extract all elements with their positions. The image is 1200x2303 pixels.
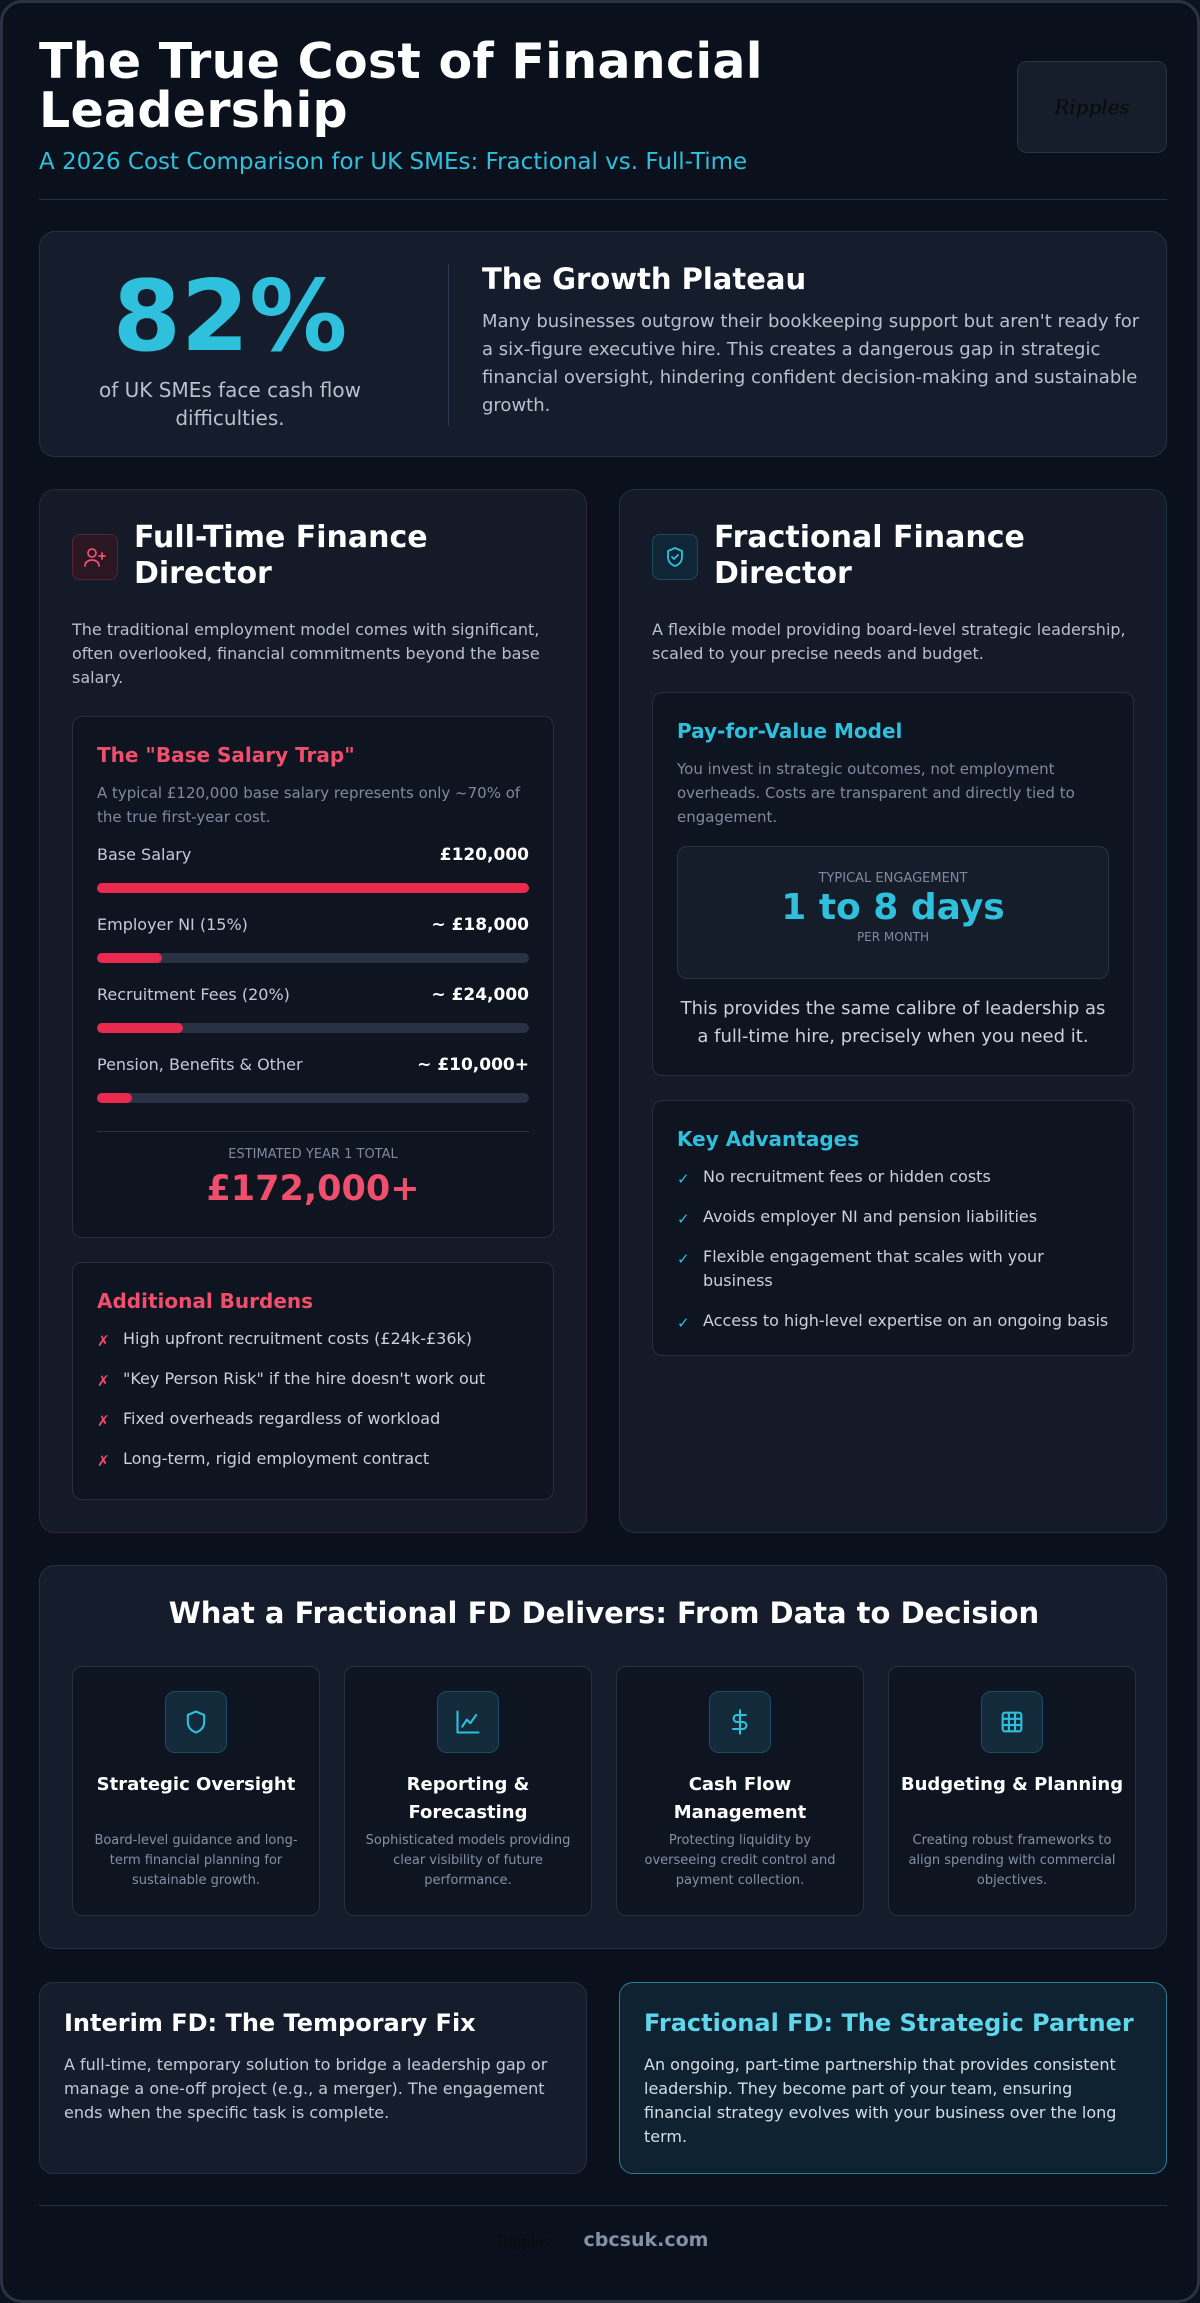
dollar-icon: [709, 1691, 771, 1753]
grid-icon: [981, 1691, 1043, 1753]
cost-bar: [97, 1093, 529, 1103]
cost-bar-fill: [97, 1023, 183, 1033]
stat-text: [482, 262, 1142, 420]
stat-caption: of UK SMEs face cash flow difficulties.: [99, 378, 361, 430]
salary-trap-heading: The "Base Salary Trap": [97, 743, 355, 767]
cost-bar: [97, 883, 529, 893]
total-label: ESTIMATED YEAR 1 TOTAL: [228, 1147, 398, 1162]
page-header: [39, 33, 1167, 197]
fulltime-card: [39, 489, 587, 1533]
logo: Ripples: [1054, 95, 1130, 119]
total-divider: [97, 1131, 529, 1132]
footer-logo: Ripples: [497, 2234, 551, 2250]
burdens-heading: Additional Burdens: [97, 1289, 314, 1313]
feature-card-strategic-oversight: [72, 1666, 320, 1916]
cost-bar: [97, 953, 529, 963]
value-model-panel: [652, 692, 1134, 1076]
cost-row-base-salary: [97, 845, 529, 864]
total-value: £172,000+: [206, 1169, 420, 1209]
list-item-text: Long-term, rigid employment contract: [123, 1449, 430, 1468]
strategic-partner-body: An ongoing, part-time partnership that provides consistent leadership. They become part of your team, ensuring financial strategy evolves with your business over the long term.: [644, 2055, 1117, 2146]
cost-label: Base Salary: [97, 845, 192, 864]
cost-bar-fill: [97, 1093, 132, 1103]
cross-icon: ✗: [97, 1412, 110, 1430]
fractional-desc: A flexible model providing board-level strategic leadership, scaled to your precise needs and budget.: [652, 620, 1126, 663]
engagement-unit: PER MONTH: [856, 930, 930, 944]
strategic-partner-heading: Fractional FD: The Strategic Partner: [644, 2009, 1134, 2037]
advantages-heading: Key Advantages: [677, 1127, 860, 1151]
stat-value: 82%: [112, 260, 348, 374]
engagement-label: TYPICAL ENGAGEMENT: [818, 871, 968, 886]
value-model-note: This provides the same calibre of leadership as a full-time hire, precisely when you need it.: [680, 998, 1106, 1047]
list-item-text: Flexible engagement that scales with your business: [703, 1247, 1044, 1290]
shield-icon: [165, 1691, 227, 1753]
list-item-text: Fixed overheads regardless of workload: [123, 1409, 441, 1428]
cost-bar-fill: [97, 953, 162, 963]
check-icon: ✓: [677, 1314, 690, 1332]
feature-title: Cash Flow Management: [673, 1774, 807, 1823]
advantages-panel: [652, 1100, 1134, 1356]
strategic-partner-card: [619, 1982, 1167, 2174]
shield-check-icon: [652, 534, 698, 580]
cost-row-recruitment-fees: [97, 985, 529, 1004]
stat-block: [90, 262, 370, 432]
salary-trap-panel: [72, 716, 554, 1238]
cost-value: ~ £18,000: [431, 915, 529, 935]
interim-heading: Interim FD: The Temporary Fix: [64, 2009, 476, 2037]
cost-label: Pension, Benefits & Other: [97, 1055, 303, 1074]
feature-title: Reporting & Forecasting: [406, 1774, 530, 1823]
cost-bar-fill: [97, 883, 529, 893]
feature-card-cash-flow: [616, 1666, 864, 1916]
footer-divider: [39, 2205, 1167, 2206]
cost-bar: [97, 1023, 529, 1033]
stat-divider: [448, 264, 449, 426]
list-item-text: "Key Person Risk" if the hire doesn't work out: [123, 1369, 486, 1388]
feature-desc: Protecting liquidity by overseeing credit control and payment collection.: [644, 1833, 836, 1888]
burdens-panel: [72, 1262, 554, 1500]
list-item-text: Access to high-level expertise on an ongoing basis: [703, 1311, 1109, 1330]
interim-card: [39, 1982, 587, 2174]
cost-value: £120,000: [439, 845, 529, 865]
salary-trap-intro: A typical £120,000 base salary represents only ~70% of the true first-year cost.: [97, 784, 521, 826]
cost-row-employer-ni: [97, 915, 529, 934]
stat-heading: The Growth Plateau: [482, 262, 807, 296]
user-plus-icon: [72, 534, 118, 580]
engagement-box: [677, 846, 1109, 979]
list-item-text: High upfront recruitment costs (£24k-£36k): [123, 1329, 473, 1348]
logo-box[interactable]: [1017, 61, 1167, 153]
feature-desc: Creating robust frameworks to align spending with commercial objectives.: [908, 1833, 1116, 1888]
feature-desc: Sophisticated models providing clear visibility of future performance.: [365, 1833, 571, 1888]
cross-icon: ✗: [97, 1332, 110, 1350]
feature-title: Strategic Oversight: [96, 1774, 296, 1795]
deliver-heading: What a Fractional FD Delivers: From Data to Decision: [168, 1596, 1040, 1630]
page-subtitle: A 2026 Cost Comparison for UK SMEs: Fractional vs. Full-Time: [39, 149, 748, 175]
value-model-heading: Pay-for-Value Model: [677, 719, 903, 743]
cross-icon: ✗: [97, 1372, 110, 1390]
cost-value: ~ £24,000: [431, 985, 529, 1005]
stat-body: Many businesses outgrow their bookkeeping support but aren't ready for a six-figure executive hire. This creates a dangerous gap in strategic financial oversight, hindering confident decision-making and sustainable growth.: [482, 311, 1140, 416]
feature-title: Budgeting & Planning: [900, 1774, 1124, 1795]
engagement-value: 1 to 8 days: [781, 887, 1005, 928]
fulltime-title: Full-Time Finance Director: [134, 520, 428, 591]
cost-value: ~ £10,000+: [417, 1055, 529, 1075]
fractional-card: [619, 489, 1167, 1533]
feature-card-reporting: [344, 1666, 592, 1916]
list-item-text: Avoids employer NI and pension liabilities: [703, 1207, 1038, 1226]
list-item-text: No recruitment fees or hidden costs: [703, 1167, 991, 1186]
cost-label: Employer NI (15%): [97, 915, 248, 934]
interim-body: A full-time, temporary solution to bridge a leadership gap or manage a one-off project (e.g., a merger). The engagement ends when the specific task is complete.: [64, 2055, 548, 2122]
check-icon: ✓: [677, 1210, 690, 1228]
feature-card-budgeting: [888, 1666, 1136, 1916]
header-divider: [39, 199, 1167, 200]
chart-line-icon: [437, 1691, 499, 1753]
cross-icon: ✗: [97, 1452, 110, 1470]
stat-card: [39, 231, 1167, 457]
cost-row-pension-benefits: [97, 1055, 529, 1074]
check-icon: ✓: [677, 1170, 690, 1188]
deliver-section: [39, 1565, 1167, 1949]
feature-desc: Board-level guidance and long-term financial planning for sustainable growth.: [94, 1833, 298, 1888]
footer-website-link[interactable]: cbcsuk.com: [583, 2229, 709, 2251]
check-icon: ✓: [677, 1250, 690, 1268]
value-model-body: You invest in strategic outcomes, not employment overheads. Costs are transparent and directly tied to engagement.: [677, 760, 1075, 826]
fractional-title: Fractional Finance Director: [714, 520, 1025, 591]
fulltime-desc: The traditional employment model comes with significant, often overlooked, financial commitments beyond the base salary.: [72, 620, 540, 687]
page-title: The True Cost of Financial Leadership: [39, 33, 763, 139]
cost-label: Recruitment Fees (20%): [97, 985, 290, 1004]
page-footer: [3, 2229, 1200, 2251]
